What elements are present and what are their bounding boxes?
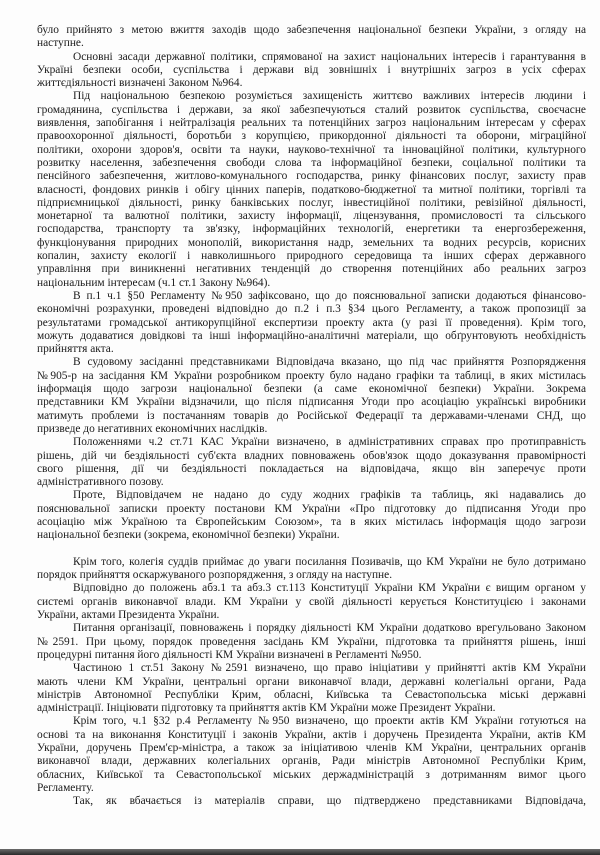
text-line: господарства, транспорту та зв'язку, інформаційних технологій, енергетики та енергозбереження, xyxy=(37,223,586,236)
text-line: прийняття акта. xyxy=(37,343,114,356)
text-line: адміністрації. Ініціювати підготовку та прийняття актів КМ України може Президент України. xyxy=(37,702,496,715)
text-line: Так, як вбачається із матеріалів справи, що підтверджено представниками Відповідача, xyxy=(73,795,586,808)
text-line: виявлення, запобігання і нейтралізація реальних та потенційних загроз національним інтересам у сферах xyxy=(37,117,586,130)
text-line: інформація щодо загрози національної безпеки (а саме економічної безпеки) України. Зокрема xyxy=(37,383,586,396)
paragraph xyxy=(37,436,586,489)
paragraph xyxy=(37,51,586,91)
text-line: України, доручень Прем'єр-міністра, а також за ініціативою членів КМ України, центральних органів xyxy=(37,742,586,755)
text-line: В п.1 ч.1 §50 Регламенту №950 зафіксовано, що до пояснювальної записки додаються фінансово- xyxy=(73,289,586,302)
text-line: правоохоронної діяльності, боротьби з корупцією, прикордонної діяльності та оборони, міграційної xyxy=(37,130,586,143)
text-line: Під національною безпекою розуміється захищеність життєво важливих інтересів людини і xyxy=(73,90,586,103)
text-line: результатами громадської антикорупційної експертизи проекту акта (у разі її проведення). Крім того, xyxy=(37,316,586,329)
text-line: №2591. При цьому, порядок проведення засідань КМ України, підготовка та прийняття рішень, інші xyxy=(37,635,586,648)
paragraph xyxy=(37,662,586,715)
text-line: міністрів Автономної Республіки Крим, обласні, Київська та Севастопольська міські державні xyxy=(37,688,586,701)
text-line: національної безпеки (зокрема, економічної безпеки) України. xyxy=(37,529,340,542)
text-line: Відповідно до положень абз.1 та абз.3 ст.113 Конституції України КМ України є вищим органом у xyxy=(73,582,586,595)
text-line: Україні безпеки особи, суспільства і держави від зовнішніх і внутрішніх загроз в усіх сферах xyxy=(37,63,586,76)
scan-edge-bar xyxy=(0,849,600,855)
paragraph xyxy=(37,715,586,795)
paragraph xyxy=(37,489,586,542)
paragraph xyxy=(37,290,586,356)
text-line: представники КМ України відзначили, що після підписання Угоди про асоціацію українські виробники xyxy=(37,396,586,409)
paragraph xyxy=(37,582,586,622)
text-line: Крім того, ч.1 §32 р.4 Регламенту №950 визначено, що проекти актів КМ України готуються на xyxy=(73,715,586,728)
paragraph xyxy=(37,356,586,436)
text-line: Частиною 1 ст.51 Закону №2591 визначено, що право ініціативи у прийнятті актів КМ України xyxy=(73,662,586,675)
text-line: процедурні питання його діяльності КМ України визначені в Регламенті №950. xyxy=(37,648,422,661)
text-line: Положеннями ч.2 ст.71 КАС України визначено, в адміністративних справах про протиправність xyxy=(73,436,586,449)
text-line: життєдіяльності визначені Законом №964. xyxy=(37,77,243,90)
text-line: наступне. xyxy=(37,37,84,50)
text-line: управління при виникненні негативних тенденцій до створення потенційних або реальних загроз xyxy=(37,263,586,276)
text-line: рішень, дій чи бездіяльності суб'єкта владних повноважень обов'язок щодо доказування правомірності xyxy=(37,449,586,462)
paragraph xyxy=(37,90,586,289)
text-line: можуть додаватися довідкові та інші інформаційно-аналітичні матеріали, що обґрунтовують необхідність xyxy=(37,329,586,342)
text-line: монетарної та валютної політики, захисту інформації, ліцензування, промисловості та сільського xyxy=(37,210,586,223)
text-line: Проте, Відповідачем не надано до суду жодних графіків та таблиць, які надавались до xyxy=(73,489,586,502)
paragraph xyxy=(37,795,586,808)
text-line: основі та на виконання Конституції і законів України, актів і доручень Президента України, актів КМ xyxy=(37,728,586,741)
text-line: Основні засади державної політики, спрямованої на захист національних інтересів і гарантування в xyxy=(73,50,586,63)
text-line: копалин, захисту екології і навколишнього природного середовища та інших сферах державного xyxy=(37,250,586,263)
text-line: громадянина, суспільства і держави, за якої забезпечуються сталий розвиток суспільства, своєчасне xyxy=(37,103,586,116)
text-line: підприємницької діяльності, ринку банківських послуг, інвестиційної політики, ревізійної діяльності, xyxy=(37,196,586,209)
text-line: №905-р на засідання КМ України розробником проекту було надано графіки та таблиці, в яких містилась xyxy=(37,369,586,382)
text-line: мають члени КМ України, центральні органи виконавчої влади, державні колегіальні органи, Рада xyxy=(37,675,586,688)
text-line: Крім того, колегія суддів приймає до уваги посилання Позивачів, що КМ України не було дотримано xyxy=(73,555,586,568)
paragraph-gap xyxy=(37,543,586,556)
text-line: свого рішення, дії чи бездіяльності покладається на відповідача, якщо він заперечує проти xyxy=(37,462,586,475)
text-line: власності, фондових ринків і обігу цінних паперів, податково-бюджетної та митної політики, торгівлі та xyxy=(37,183,586,196)
text-line: В судовому засіданні представниками Відповідача вказано, що під час прийняття Розпорядження xyxy=(73,356,586,369)
text-line: України, актами Президента України. xyxy=(37,609,220,622)
document-body xyxy=(37,24,586,809)
text-line: було прийнято з метою вжиття заходів щодо забезпечення національної безпеки України, з огляду на xyxy=(37,24,586,36)
paragraph xyxy=(37,622,586,662)
text-line: національним інтересам (ч.1 ст.1 Закону №964). xyxy=(37,276,271,289)
text-line: асоціацію між Україною та Європейським Союзом», та в яких містилась інформація щодо загрози xyxy=(37,515,586,528)
paragraph xyxy=(37,24,586,51)
text-line: матимуть проблеми із постачанням товарів до Російської Федерації та державами-членами СНД, що xyxy=(37,409,586,422)
text-line: адміністративного позову. xyxy=(37,476,164,489)
text-line: порядок прийняття оскаржуваного розпорядження, з огляду на наступне. xyxy=(37,569,393,582)
text-line: призведе до негативних економічних наслідків. xyxy=(37,422,268,435)
text-line: політики, охорони здоров'я, освіти та науки, науково-технічної та інноваційної політики, культурного xyxy=(37,143,586,156)
paragraph xyxy=(37,556,586,583)
text-line: пояснювальної записки проекту постанови КМ України «Про підготовку до підписання Угоди про xyxy=(37,502,586,515)
text-line: виконавчої влади, державних колегіальних органів, Ради міністрів Автономної Республіки Крим, xyxy=(37,755,586,768)
text-line: економічні розрахунки, проведені відповідно до п.2 і п.3 §34 цього Регламенту, а також пропозиції за xyxy=(37,303,586,316)
text-line: обласних, Київської та Севастопольської міських держадміністрацій з дотриманням вимог цього xyxy=(37,768,586,781)
text-line: пенсійного забезпечення, житлово-комунального господарства, ринку фінансових послуг, захисту прав xyxy=(37,170,586,183)
text-line: Регламенту. xyxy=(37,781,94,794)
text-line: функціонування природних монополій, використання надр, земельних та водних ресурсів, корисних xyxy=(37,236,586,249)
text-line: Питання організації, повноважень і порядку діяльності КМ України додатково врегульовано Законом xyxy=(73,622,586,635)
text-line: системі органів виконавчої влади. КМ України у своїй діяльності керується Конституцією і законами xyxy=(37,595,586,608)
text-line: розвитку населення, забезпечення свободи слова та інформаційної безпеки, соціальної політики та xyxy=(37,156,586,169)
